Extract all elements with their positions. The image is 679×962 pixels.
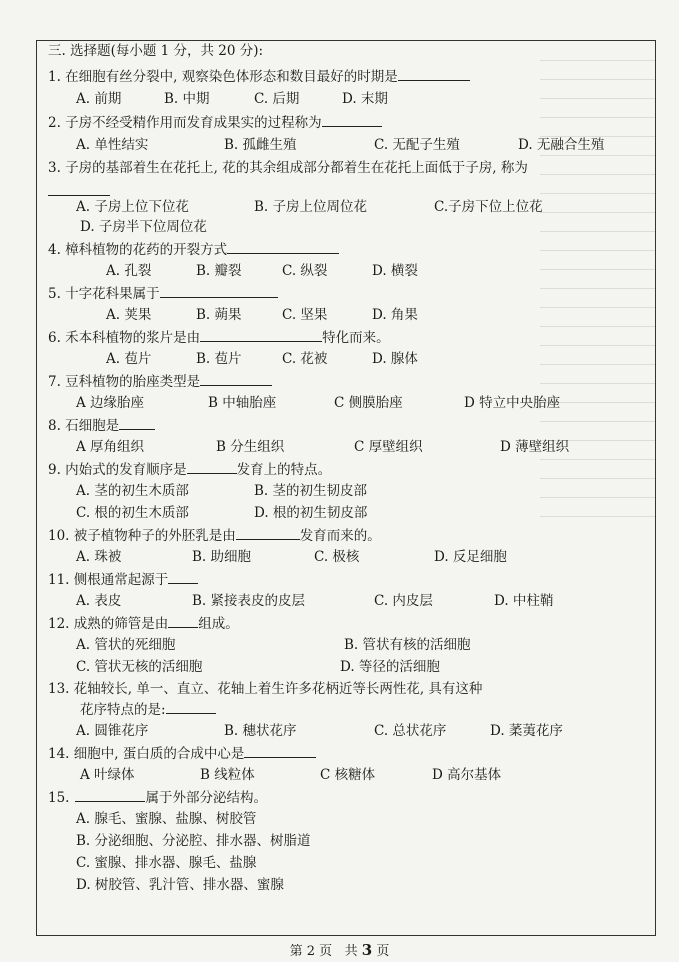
question-stem: 12. 成熟的筛管是由 组成。 <box>48 616 239 632</box>
option: D 薄壁组织 <box>500 439 570 455</box>
option: B. 苞片 <box>196 351 242 367</box>
option: A 边缘胎座 <box>76 395 145 411</box>
option: D. 横裂 <box>372 263 418 279</box>
option: C. 后期 <box>254 91 300 107</box>
option: B. 分泌细胞、分泌腔、排水器、树脂道 <box>76 833 311 849</box>
page-footer <box>0 940 679 959</box>
question-stem: 1. 在细胞有丝分裂中, 观察染色体形态和数目最好的时期是 <box>48 67 470 86</box>
option: C. 总状花序 <box>374 723 447 739</box>
total-prefix: 共 <box>344 944 358 959</box>
option: B. 穗状花序 <box>224 723 297 739</box>
option: D. 等径的活细胞 <box>340 659 440 675</box>
option: A. 孔裂 <box>106 263 152 279</box>
option: C. 管状无核的活细胞 <box>76 659 203 675</box>
option: A. 前期 <box>76 91 122 107</box>
option: A. 表皮 <box>76 593 122 609</box>
option: B. 蒴果 <box>196 307 242 323</box>
option: A. 腺毛、蜜腺、盐腺、树胶管 <box>76 811 257 827</box>
option: D. 无融合生殖 <box>518 137 605 153</box>
question-stem-cont: 花序特点的是: <box>80 700 216 719</box>
option: B. 孤雌生殖 <box>224 137 297 153</box>
total-suffix: 页 <box>376 944 390 959</box>
option: C. 极核 <box>314 549 360 565</box>
option: B 中轴胎座 <box>208 395 277 411</box>
total-pages: 3 <box>361 941 373 959</box>
option: B. 管状有核的活细胞 <box>344 637 471 653</box>
option: A. 圆锥花序 <box>76 723 149 739</box>
question-stem: 8. 石细胞是 <box>48 416 155 435</box>
option: C. 纵裂 <box>282 263 328 279</box>
option: B. 瓣裂 <box>196 263 242 279</box>
option: A. 苞片 <box>106 351 152 367</box>
option: A. 管状的死细胞 <box>76 637 176 653</box>
question-stem: 9. 内始式的发育顺序是 发育上的特点。 <box>48 462 332 478</box>
option: D. 中柱鞘 <box>494 593 554 609</box>
option: D. 反足细胞 <box>434 549 507 565</box>
option: D. 腺体 <box>372 351 418 367</box>
option: B. 紧接表皮的皮层 <box>192 593 306 609</box>
option: A. 荚果 <box>106 307 152 323</box>
option: D. 角果 <box>372 307 418 323</box>
option: C. 蜜腺、排水器、腺毛、盐腺 <box>76 855 257 871</box>
option: C. 根的初生木质部 <box>76 505 189 521</box>
question-stem: 7. 豆科植物的胎座类型是 <box>48 372 272 391</box>
option: B. 茎的初生韧皮部 <box>254 483 368 499</box>
option: A 厚角组织 <box>76 439 145 455</box>
option: B 线粒体 <box>200 767 255 783</box>
question-stem: 2. 子房不经受精作用而发育成果实的过程称为 <box>48 113 382 132</box>
option: D. 子房半下位周位花 <box>80 219 207 235</box>
question-stem: 13. 花轴较长, 单一、直立、花轴上着生许多花柄近等长两性花, 具有这种 <box>48 681 483 697</box>
question-stem: 4. 樟科植物的花药的开裂方式 <box>48 240 339 259</box>
option: D. 根的初生韧皮部 <box>254 505 368 521</box>
option: B. 助细胞 <box>192 549 252 565</box>
option: D 特立中央胎座 <box>464 395 561 411</box>
option: C. 内皮层 <box>374 593 433 609</box>
option: D 高尔基体 <box>432 767 502 783</box>
option: B. 子房上位周位花 <box>254 199 368 215</box>
question-stem: 5. 十字花科果属于 <box>48 284 278 303</box>
option: C.子房下位上位花 <box>434 199 543 215</box>
option: C. 坚果 <box>282 307 328 323</box>
option: C 侧膜胎座 <box>334 395 403 411</box>
option: D. 树胶管、乳汁管、排水器、蜜腺 <box>76 877 284 893</box>
page-number: 第 2 页 <box>289 944 333 959</box>
option: D. 葇荑花序 <box>490 723 563 739</box>
question-stem: 15. 属于外部分泌结构。 <box>48 790 267 806</box>
option: A. 珠被 <box>76 549 122 565</box>
option: A. 茎的初生木质部 <box>76 483 189 499</box>
question-stem: 6. 禾本科植物的浆片是由 特化而来。 <box>48 330 390 346</box>
option: C. 无配子生殖 <box>374 137 460 153</box>
option: C. 花被 <box>282 351 328 367</box>
option: A. 子房上位下位花 <box>76 199 189 215</box>
option: B 分生组织 <box>216 439 285 455</box>
option: A 叶绿体 <box>80 767 135 783</box>
question-stem: 11. 侧根通常起源于 <box>48 570 198 589</box>
option: C 厚壁组织 <box>354 439 423 455</box>
question-stem: 10. 被子植物种子的外胚乳是由 发育而来的。 <box>48 528 381 544</box>
option: B. 中期 <box>164 91 210 107</box>
question-stem: 14. 细胞中, 蛋白质的合成中心是 <box>48 744 316 763</box>
option: A. 单性结实 <box>76 137 149 153</box>
section-title: 三. 选择题(每小题 1 分，共 20 分): <box>48 43 264 59</box>
question-stem: 3. 子房的基部着生在花托上, 花的其余组成部分都着生在花托上面低于子房, 称为 <box>48 160 528 176</box>
option: C 核糖体 <box>320 767 376 783</box>
option: D. 末期 <box>342 91 388 107</box>
